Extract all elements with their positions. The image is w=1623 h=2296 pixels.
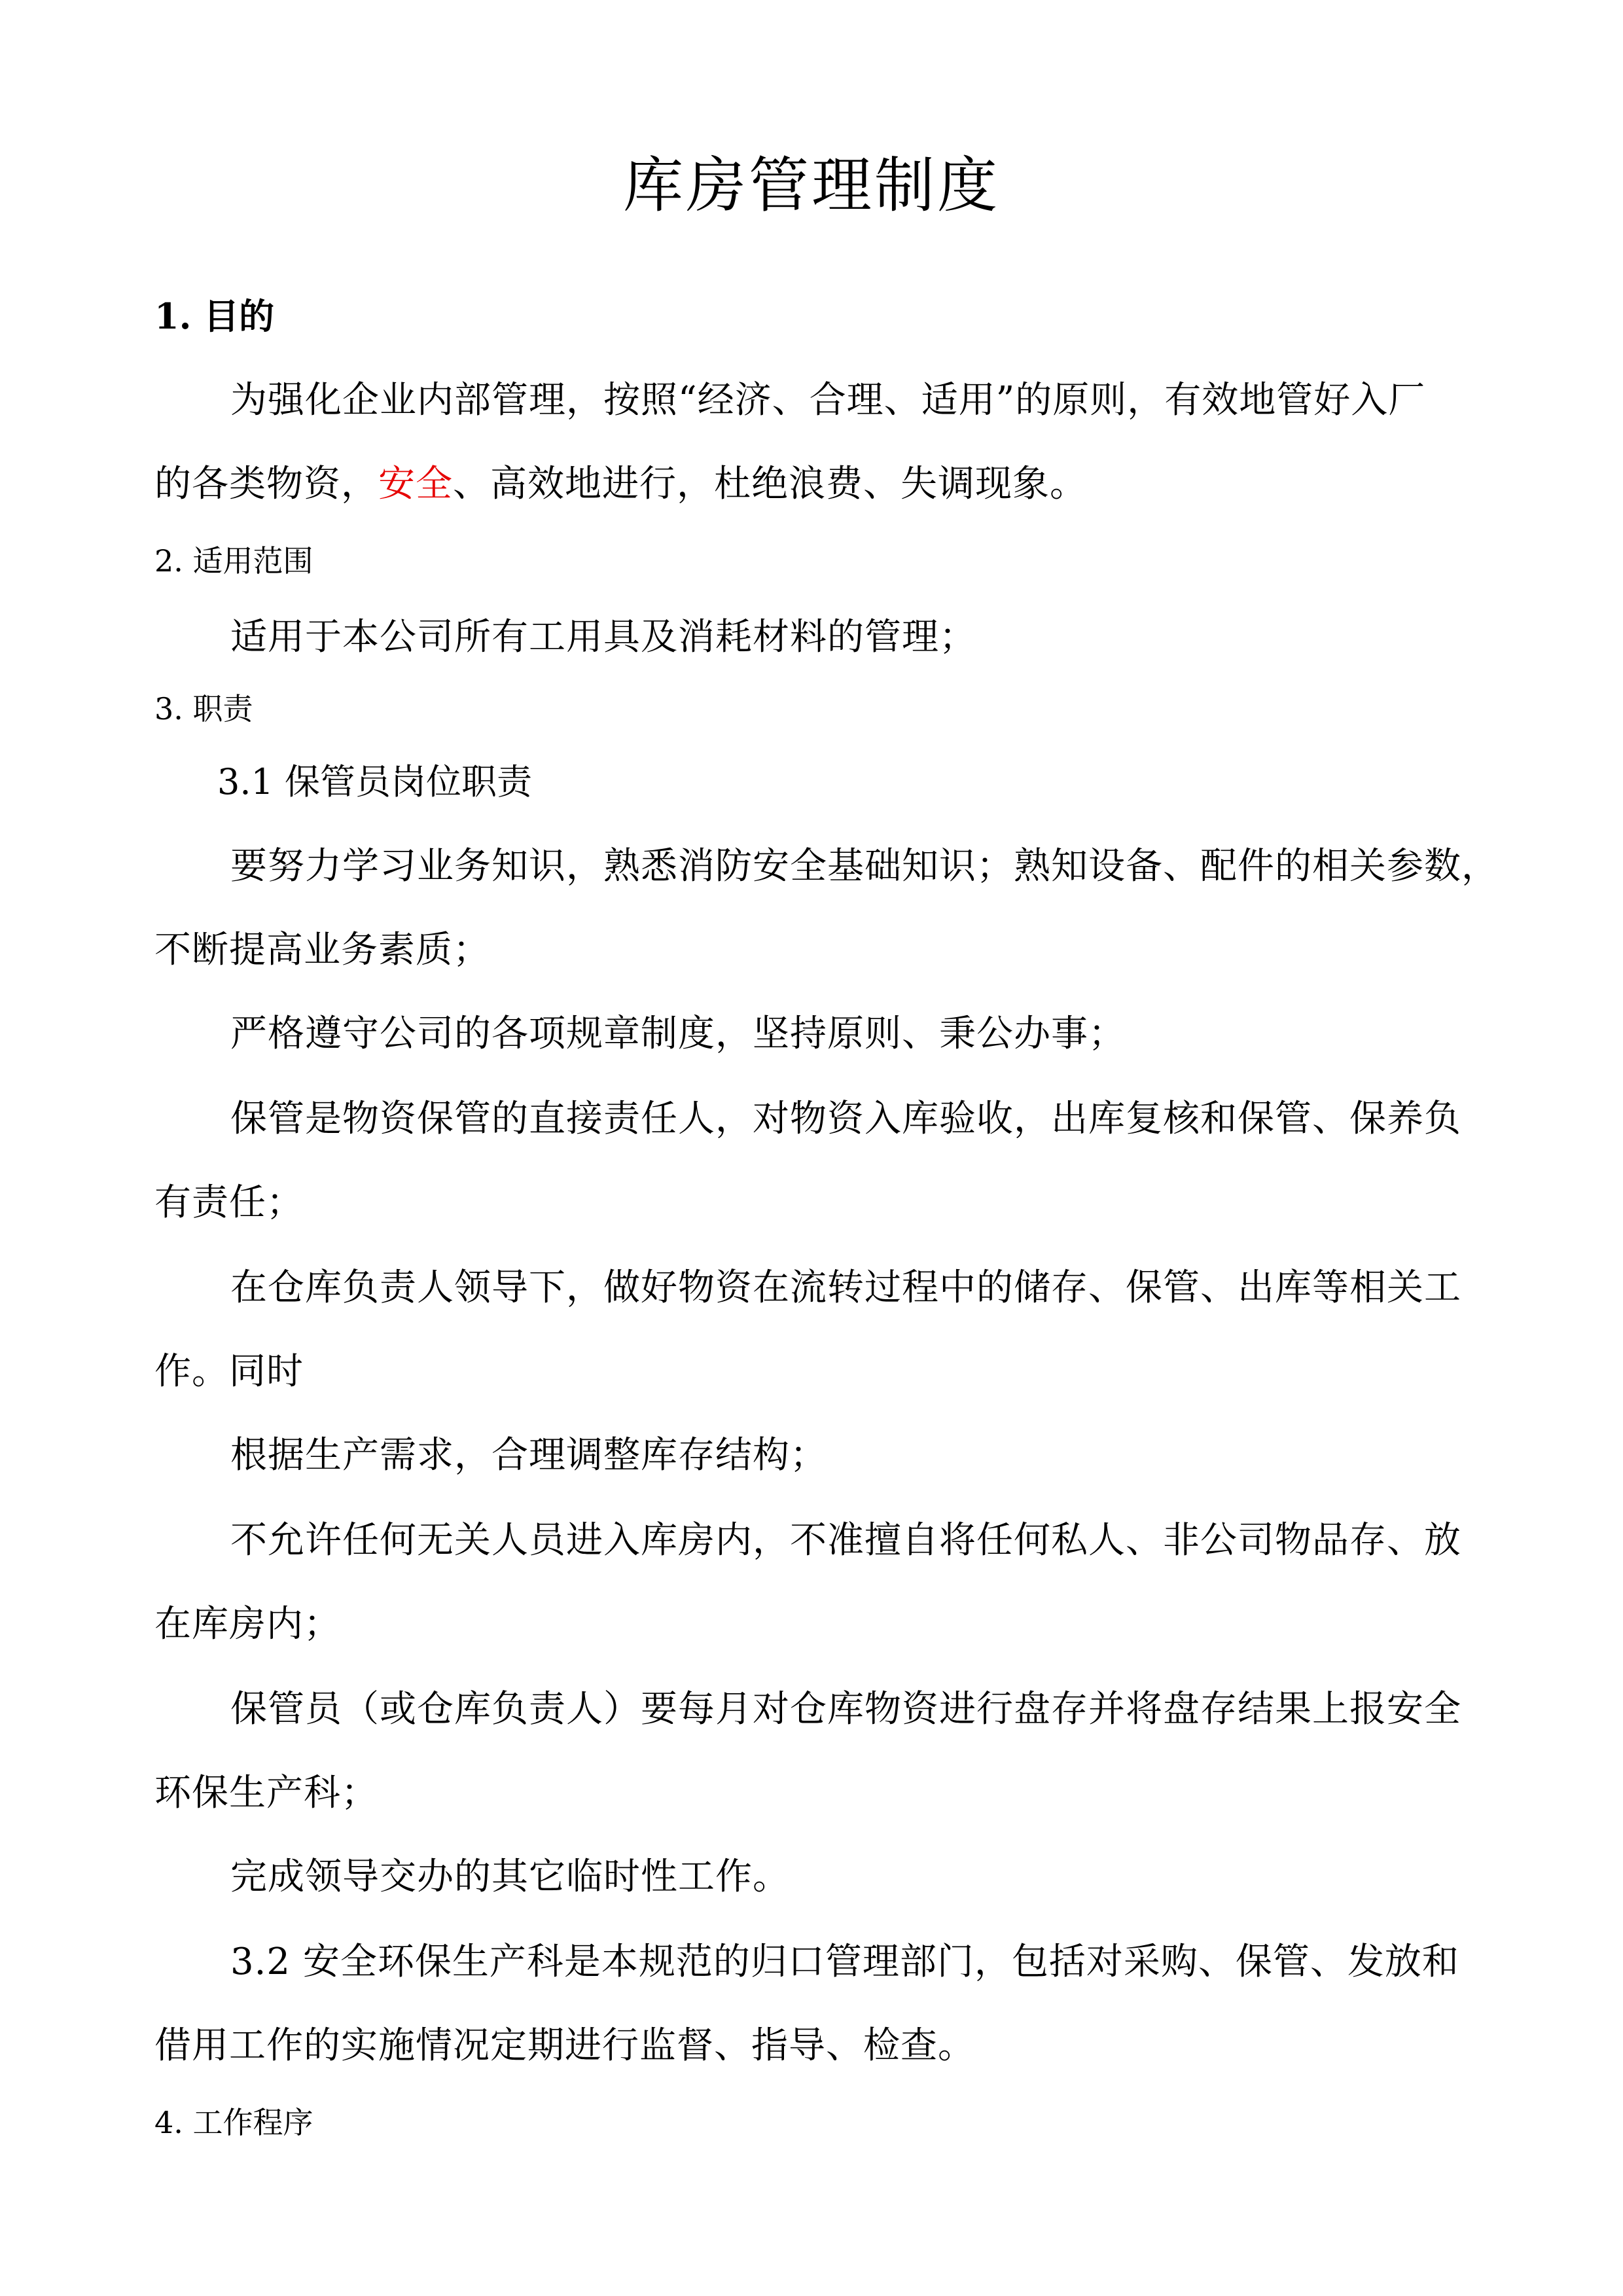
highlighted-text: 安全 bbox=[378, 463, 453, 505]
text-run: 的各类物资， bbox=[154, 463, 378, 505]
section-1-paragraph-line-2 bbox=[154, 463, 1087, 505]
duty-1-line-2: 不断提高业务素质； bbox=[154, 929, 490, 971]
duty-5: 根据生产需求，合理调整库存结构； bbox=[230, 1434, 827, 1477]
section-1-heading: 1. 目的 bbox=[154, 295, 275, 337]
subsection-3-2-line-1: 3.2 安全环保生产科是本规范的归口管理部门，包括对采购、保管、发放和 bbox=[230, 1941, 1459, 1983]
duty-6-line-2: 在库房内； bbox=[154, 1603, 341, 1645]
duty-6-line-1: 不允许任何无关人员进入库房内，不准擅自将任何私人、非公司物品存、放 bbox=[230, 1519, 1461, 1562]
duty-7-line-1: 保管员（或仓库负责人）要每月对仓库物资进行盘存并将盘存结果上报安全 bbox=[230, 1688, 1461, 1731]
duty-3-line-1: 保管是物资保管的直接责任人，对物资入库验收，出库复核和保管、保养负 bbox=[230, 1098, 1461, 1140]
section-2-paragraph: 适用于本公司所有工用具及消耗材料的管理； bbox=[230, 616, 976, 658]
section-3-heading: 3. 职责 bbox=[154, 691, 253, 726]
duty-4-line-1: 在仓库负责人领导下，做好物资在流转过程中的储存、保管、出库等相关工 bbox=[230, 1266, 1461, 1309]
document-title: 库房管理制度 bbox=[622, 151, 1000, 221]
duty-4-line-2: 作。同时 bbox=[154, 1350, 304, 1393]
duty-7-line-2: 环保生产科； bbox=[154, 1772, 378, 1814]
section-2-heading: 2. 适用范围 bbox=[154, 543, 313, 579]
duty-8: 完成领导交办的其它临时性工作。 bbox=[230, 1856, 790, 1898]
section-1-paragraph-line-1: 为强化企业内部管理，按照“经济、合理、适用”的原则，有效地管好入厂 bbox=[230, 379, 1426, 422]
duty-2: 严格遵守公司的各项规章制度，坚持原则、秉公办事； bbox=[230, 1013, 1126, 1055]
duty-3-line-2: 有责任； bbox=[154, 1181, 304, 1224]
section-4-heading: 4. 工作程序 bbox=[154, 2105, 313, 2140]
text-run: 、高效地进行，杜绝浪费、失调现象。 bbox=[453, 463, 1087, 505]
subsection-3-2-line-2: 借用工作的实施情况定期进行监督、指导、检查。 bbox=[154, 2024, 975, 2067]
duty-1-line-1: 要努力学习业务知识，熟悉消防安全基础知识；熟知设备、配件的相关参数， bbox=[230, 845, 1499, 888]
subsection-3-1-heading: 3.1 保管员岗位职责 bbox=[217, 761, 533, 802]
